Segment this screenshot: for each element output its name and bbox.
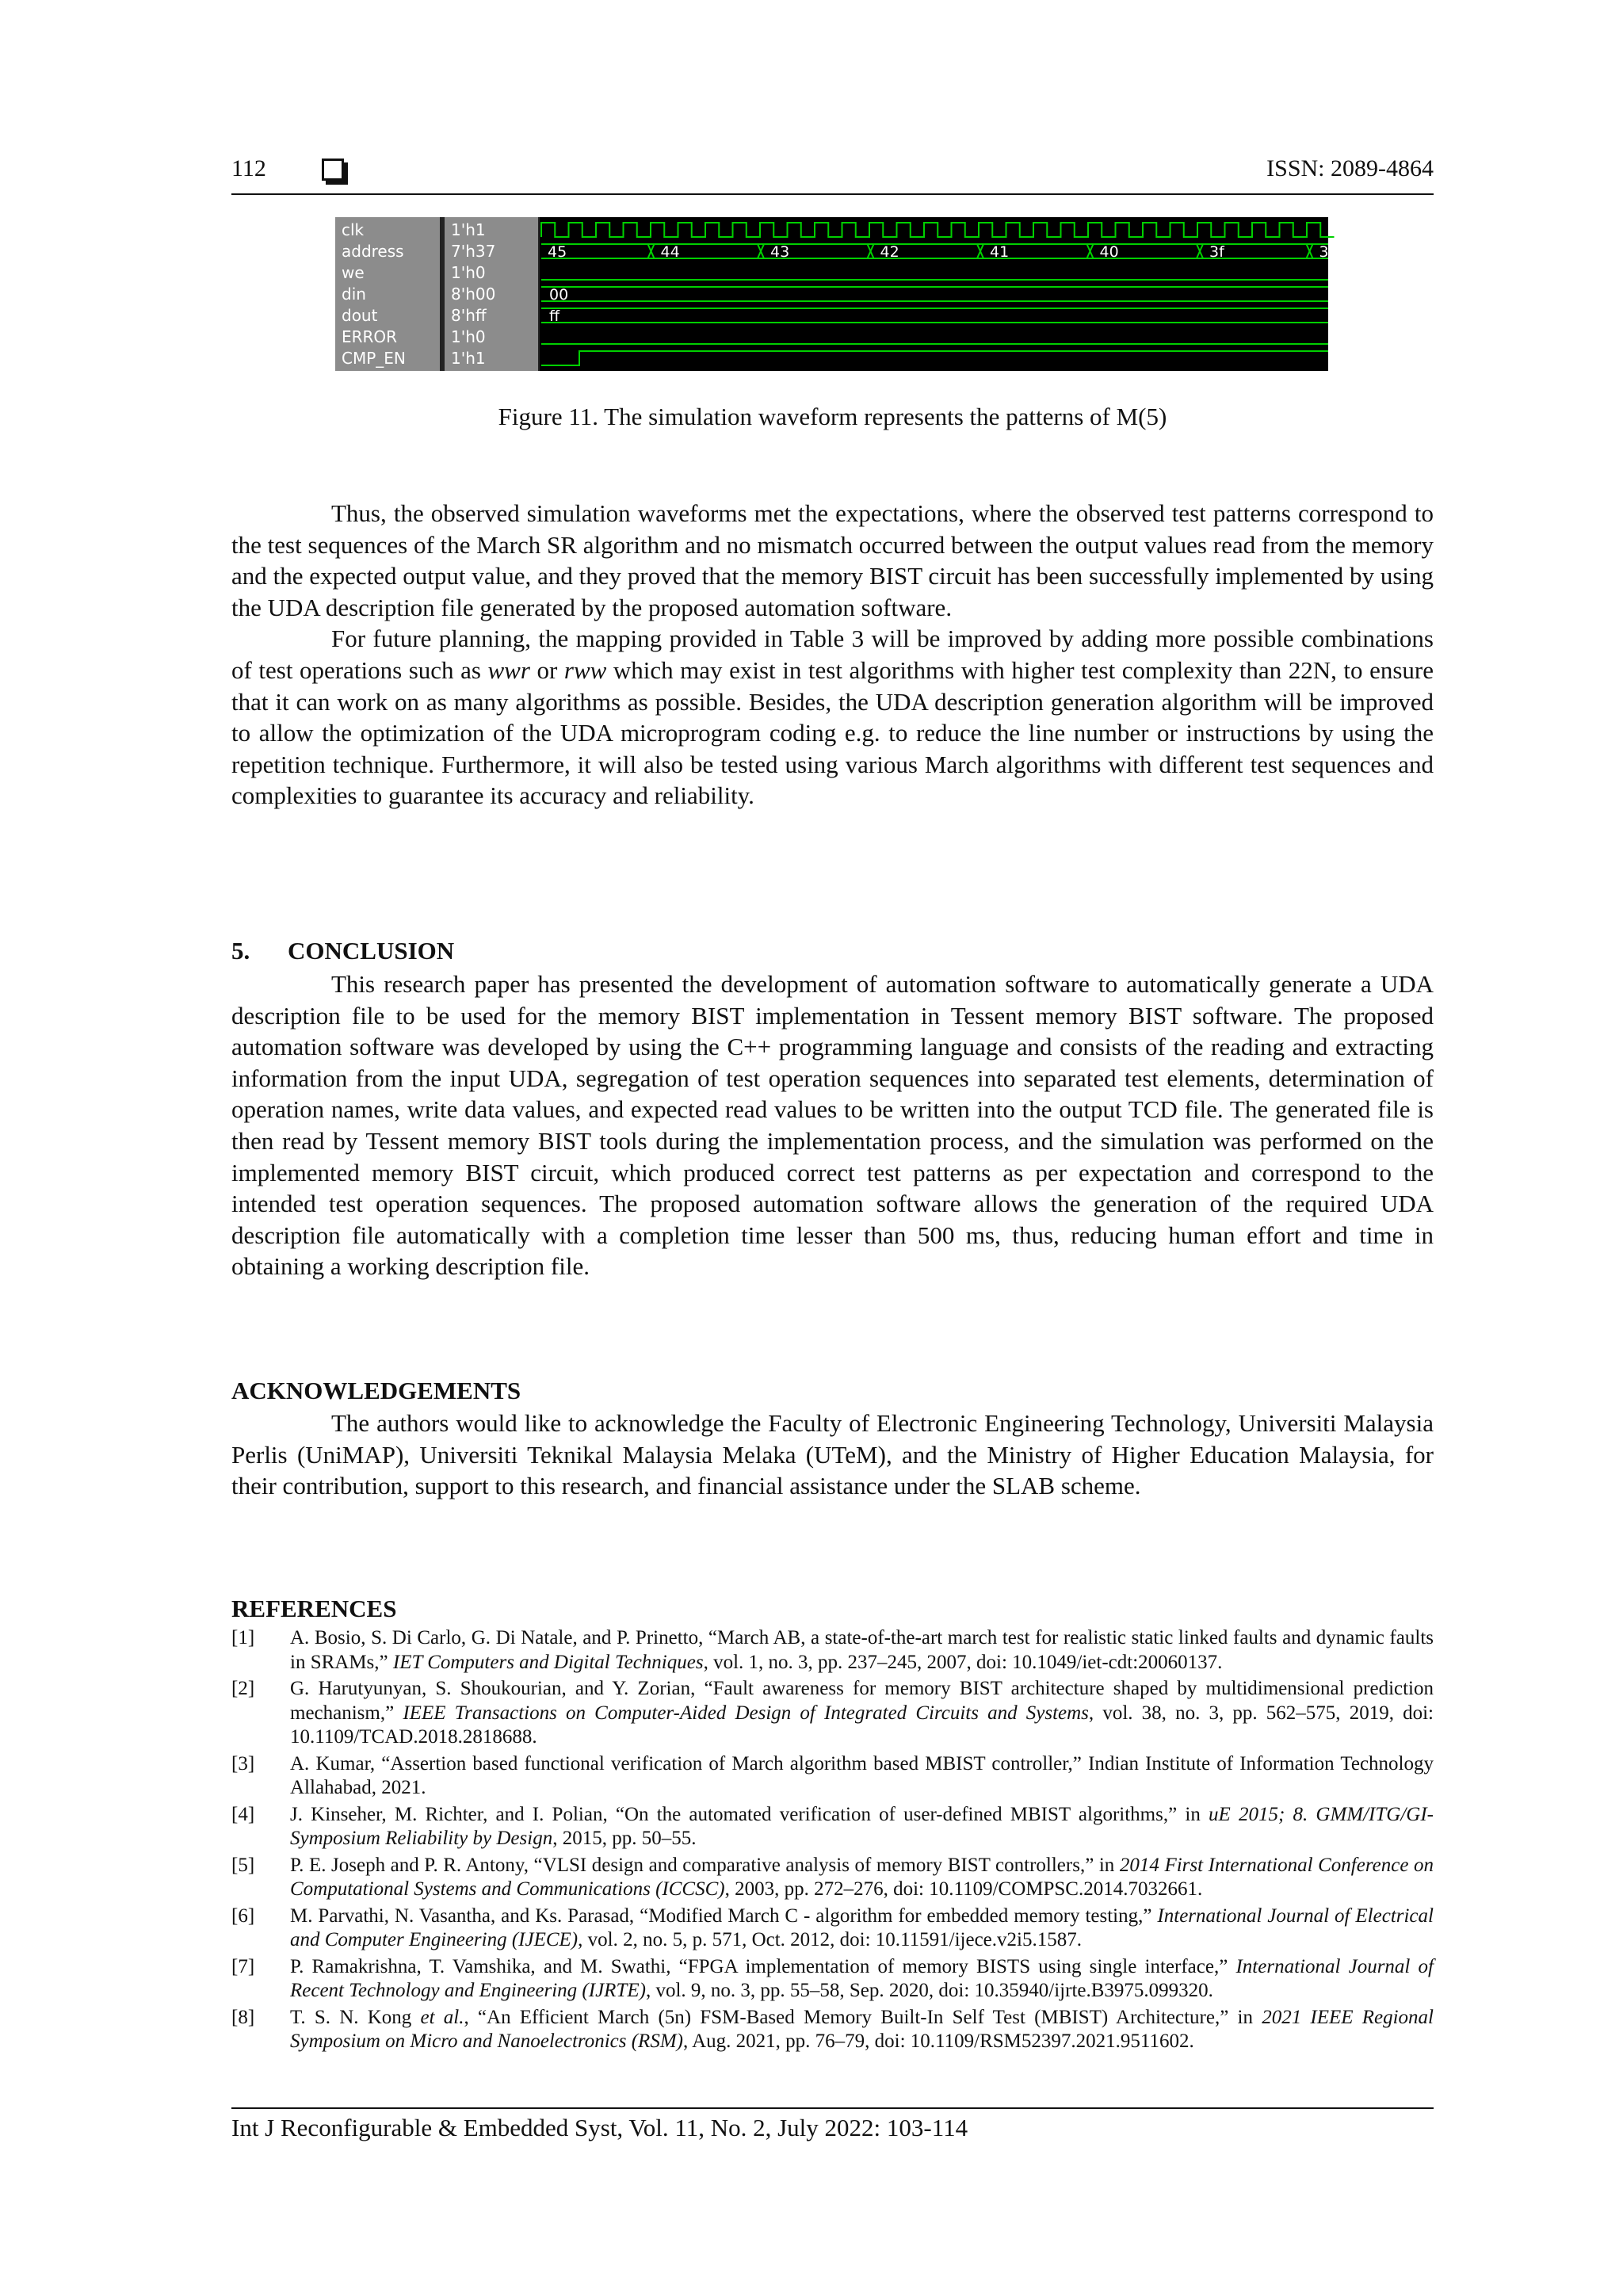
text-run: , Aug. 2021, pp. 76–79, doi: 10.1109/RSM52397.2021.9511602. (682, 2030, 1194, 2052)
address-transition (648, 244, 655, 258)
signal-name: clk (342, 220, 365, 239)
address-value-label: 41 (990, 243, 1010, 261)
reference-number: [1] (231, 1627, 255, 1648)
reference-item (231, 1803, 1434, 1851)
text-run: or (529, 655, 564, 684)
address-value-label: 42 (880, 243, 899, 261)
dout-bus-trace (541, 308, 1328, 323)
signal-value: 1'h1 (451, 220, 486, 239)
italic-run: 2014 First International Conference on Computational Systems and Communications (ICCSC) (290, 1854, 1434, 1900)
header-rule (231, 193, 1434, 195)
signal-name: CMP_EN (342, 349, 406, 368)
text-run: , 2003, pp. 272–276, doi: 10.1109/COMPSC.2014.7032661. (724, 1878, 1203, 1900)
references-heading: REFERENCES (231, 1595, 397, 1622)
italic-run: et al. (420, 2006, 464, 2028)
section-heading (231, 937, 454, 965)
reference-list (231, 1626, 1434, 2057)
signal-value: 8'hff (451, 306, 487, 325)
paragraph: The authors would like to acknowledge the Faculty of Electronic Engineering Technology, Universiti Malaysia Perlis (UniMAP), Universiti Teknikal Malaysia Melaka (UTeM), and the Ministry of Higher Education Malaysia, for their contribution, support to this research, and financial assistance under the SLAB scheme. (231, 1409, 1434, 1500)
text-run: T. S. N. Kong (290, 2006, 421, 2028)
figure-caption: Figure 11. The simulation waveform represents the patterns of M(5) (498, 403, 1167, 430)
reference-item (231, 1626, 1434, 1675)
text-run: , 2015, pp. 50–55. (552, 1828, 697, 1849)
body-text (231, 498, 1434, 812)
reference-number: [5] (231, 1854, 255, 1876)
signal-value: 8'h00 (451, 285, 496, 304)
signal-name: address (342, 242, 404, 261)
text-run: A. Bosio, S. Di Carlo, G. Di Natale, and P. Prinetto, “March AB, a state-of-the-art march test for realistic static linked faults and dynamic faults in SRAMs,” (290, 1627, 1434, 1673)
paragraph: Thus, the observed simulation waveforms met the expectations, where the observed test patterns correspond to the test sequences of the March SR algorithm and no mismatch occurred between the output values read from the memory and the expected output value, and they proved that the memory BIST circuit has been successfully implemented by using the UDA description file generated by the proposed automation software. (231, 499, 1434, 621)
waveform-figure (335, 217, 1338, 371)
reference-item (231, 1677, 1434, 1750)
address-transition (868, 244, 874, 258)
reference-item (231, 1904, 1434, 1953)
italic-term: rww (563, 655, 607, 684)
section-title: CONCLUSION (288, 937, 455, 965)
waveform-traces (540, 217, 1338, 371)
paragraph (231, 623, 1434, 812)
reference-number: [7] (231, 1955, 255, 1977)
reference-number: [4] (231, 1803, 255, 1825)
address-value-label: 3e (1319, 243, 1338, 261)
text-run: P. E. Joseph and P. R. Antony, “VLSI design and comparative analysis of memory BIST controllers,” in (290, 1854, 1120, 1876)
italic-run: 2021 IEEE Regional Symposium on Micro and Nanoelectronics (RSM) (290, 2006, 1434, 2052)
page-number: 112 (231, 155, 266, 181)
address-value-label: 40 (1099, 243, 1119, 261)
address-value-label: 3f (1209, 243, 1224, 261)
text-run: For future planning, the mapping provided in Table 3 will be improved by adding more possible combinations of test operations such as (231, 625, 1434, 684)
italic-run: IEEE Transactions on Computer-Aided Design of Integrated Circuits and Systems (403, 1702, 1089, 1724)
signal-name: ERROR (342, 327, 398, 346)
clk-trace (541, 223, 1335, 237)
acknowledgements-text (231, 1408, 1434, 1502)
text-run: G. Harutyunyan, S. Shoukourian, and Y. Zorian, “Fault awareness for memory BIST architecture shaped by multidimensional prediction mechanism,” (290, 1678, 1434, 1724)
address-transition (758, 244, 764, 258)
signal-value-column (445, 217, 538, 371)
conclusion-text (231, 968, 1434, 1282)
text-run: J. Kinseher, M. Richter, and I. Polian, “On the automated verification of user-defined MBIST algorithms,” in (290, 1803, 1209, 1825)
section-number: 5. (231, 937, 250, 965)
text-run: , vol. 2, no. 5, p. 571, Oct. 2012, doi: 10.11591/ijece.v2i5.1587. (578, 1929, 1082, 1950)
waveform-svg (540, 217, 1338, 371)
text-run: P. Ramakrishna, T. Vamshika, and M. Swathi, “FPGA implementation of memory BISTS using single interface,” (290, 1955, 1236, 1977)
address-transition (977, 244, 983, 258)
din-bus-trace (541, 287, 1328, 301)
page-header (231, 155, 1434, 192)
text-run: , vol. 9, no. 3, pp. 55–58, Sep. 2020, doi: 10.35940/ijrte.B3975.099320. (645, 1980, 1213, 2001)
address-transition (1197, 244, 1203, 258)
cmp-en-trace (541, 351, 1328, 365)
reference-item (231, 1752, 1434, 1801)
italic-run: IET Computers and Digital Techniques (392, 1651, 704, 1673)
text-run: which may exist in test algorithms with higher test complexity than 22N, to ensure that it can work on as many algorithms as possible. Besides, the UDA description generation algorithm will be improved to allow the optimization of the UDA microprogram coding e.g. to reduce the line number or instructions by using the repetition technique. Furthermore, it will also be tested using various March algorithms with different test sequences and complexities to guarantee its accuracy and reliability. (231, 655, 1434, 810)
italic-term: wwr (487, 655, 530, 684)
italic-run: uE 2015; 8. GMM/ITG/GI-Symposium Reliability by Design (290, 1803, 1434, 1849)
page-footer: Int J Reconfigurable & Embedded Syst, Vol. 11, No. 2, July 2022: 103-114 (231, 2114, 968, 2141)
paragraph: This research paper has presented the development of automation software to automatically generate a UDA description file to be used for the memory BIST implementation in Tessent memory BIST software. The proposed automation software was developed by using the C++ programming language and consists of the reading and extracting information from the input UDA, segregation of test operation sequences into separated test elements, determination of operation names, write data values, and expected read values to be written into the output TCD file. The generated file is then read by Tessent memory BIST tools during the implementation process, and the simulation was performed on the implemented memory BIST circuit, which produced correct test patterns as per expectation and correspond to the intended test operation sequences. The proposed automation software allows the generation of the required UDA description file automatically with a completion time lesser than 500 ms, thus, reducing human effort and time in obtaining a working description file. (231, 970, 1434, 1281)
reference-item (231, 1854, 1434, 1902)
issn: ISSN: 2089-4864 (1266, 155, 1434, 181)
text-run: A. Kumar, “Assertion based functional verification of March algorithm based MBIST controller,” Indian Institute of Information Technology Allahabad, 2021. (290, 1752, 1434, 1798)
address-value-label: 43 (770, 243, 790, 261)
address-value-label: 44 (660, 243, 680, 261)
reference-item (231, 1955, 1434, 2004)
signal-value: 1'h0 (451, 327, 486, 346)
address-value-label: 45 (548, 243, 567, 261)
footer-rule (231, 2107, 1434, 2109)
reference-number: [2] (231, 1678, 255, 1699)
reference-number: [6] (231, 1904, 255, 1927)
din-value-label: 00 (549, 286, 569, 304)
reference-number: [3] (231, 1752, 255, 1775)
address-transition (1307, 244, 1313, 258)
text-run: , vol. 38, no. 3, pp. 562–575, 2019, doi: 10.1109/TCAD.2018.2818688. (290, 1702, 1434, 1748)
reference-number: [8] (231, 2006, 255, 2028)
signal-value: 7'h37 (451, 242, 496, 261)
signal-name: we (342, 263, 365, 282)
acknowledgements-heading: ACKNOWLEDGEMENTS (231, 1377, 521, 1404)
signal-name: dout (342, 306, 378, 325)
signal-name-column (335, 217, 440, 371)
italic-run: International Journal of Recent Technology and Engineering (IJRTE) (290, 1955, 1434, 2001)
signal-value: 1'h0 (451, 263, 486, 282)
reference-item (231, 2006, 1434, 2054)
text-run: , “An Efficient March (5n) FSM-Based Memory Built-In Self Test (MBIST) Architecture,” in (464, 2006, 1262, 2028)
address-transition (1087, 244, 1094, 258)
italic-run: International Journal of Electrical and Computer Engineering (IJECE) (290, 1904, 1434, 1950)
signal-name: din (342, 285, 366, 304)
text-run: M. Parvathi, N. Vasantha, and Ks. Parasad, “Modified March C - algorithm for embedded memory testing,” (290, 1904, 1158, 1927)
checkbox-square-icon (322, 159, 344, 181)
dout-value-label: ff (549, 308, 560, 325)
text-run: , vol. 1, no. 3, pp. 237–245, 2007, doi: 10.1049/iet-cdt:20060137. (703, 1651, 1223, 1673)
signal-value: 1'h1 (451, 349, 486, 368)
